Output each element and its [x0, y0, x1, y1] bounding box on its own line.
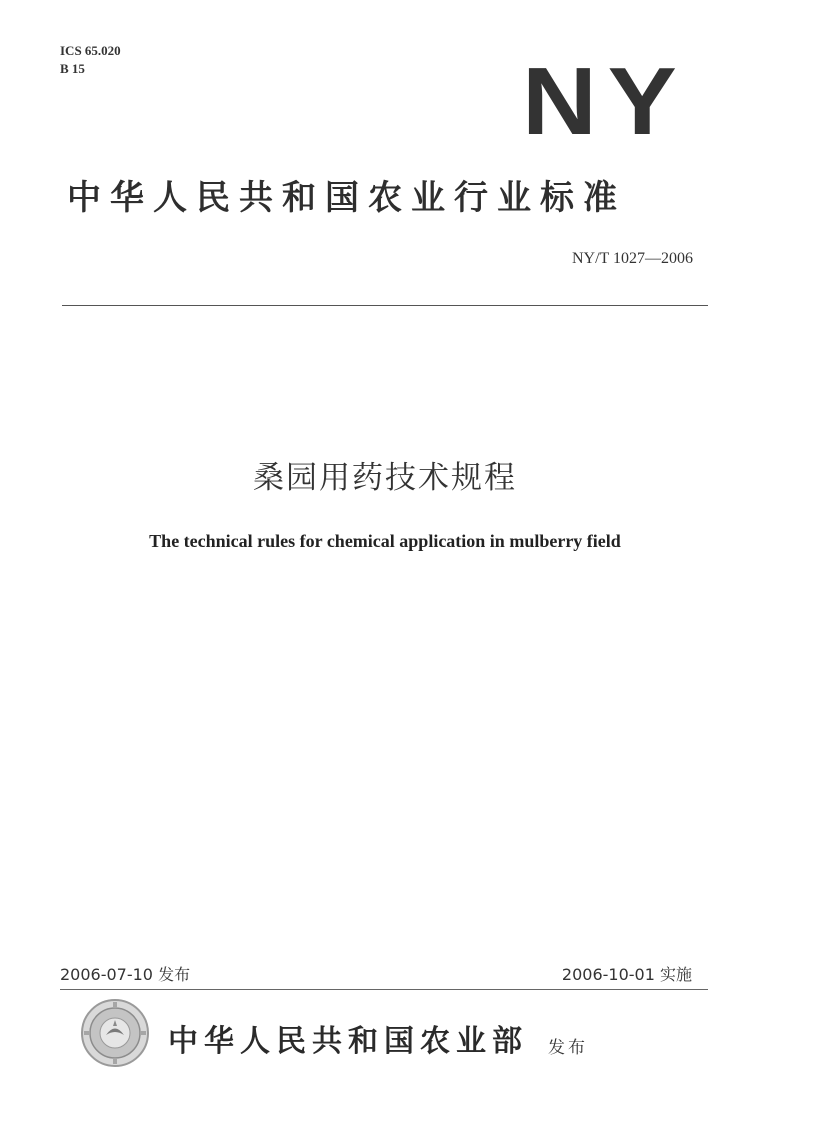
standard-number: NY/T 1027—2006 [571, 250, 693, 267]
issue-date: 2006-07-10 发布 [60, 965, 191, 984]
top-divider [62, 305, 708, 306]
ccs-code: B 15 [60, 61, 85, 76]
publisher: 中华人民共和国农业部 [168, 1024, 528, 1059]
classification-codes [60, 42, 121, 78]
standard-title: 中华人民共和国农业行业标准 [67, 178, 626, 218]
document-title-en: The technical rules for chemical application in mulberry field [149, 531, 621, 551]
implementation-date: 2006-10-01 实施 [561, 965, 692, 984]
ics-code: ICS 65.020 [60, 43, 121, 58]
publish-verb: 发布 [548, 1038, 588, 1058]
ny-logo: NY [522, 48, 688, 155]
ministry-seal-icon [80, 998, 150, 1068]
document-title-cn: 桑园用药技术规程 [253, 460, 517, 496]
bottom-divider [60, 989, 708, 990]
